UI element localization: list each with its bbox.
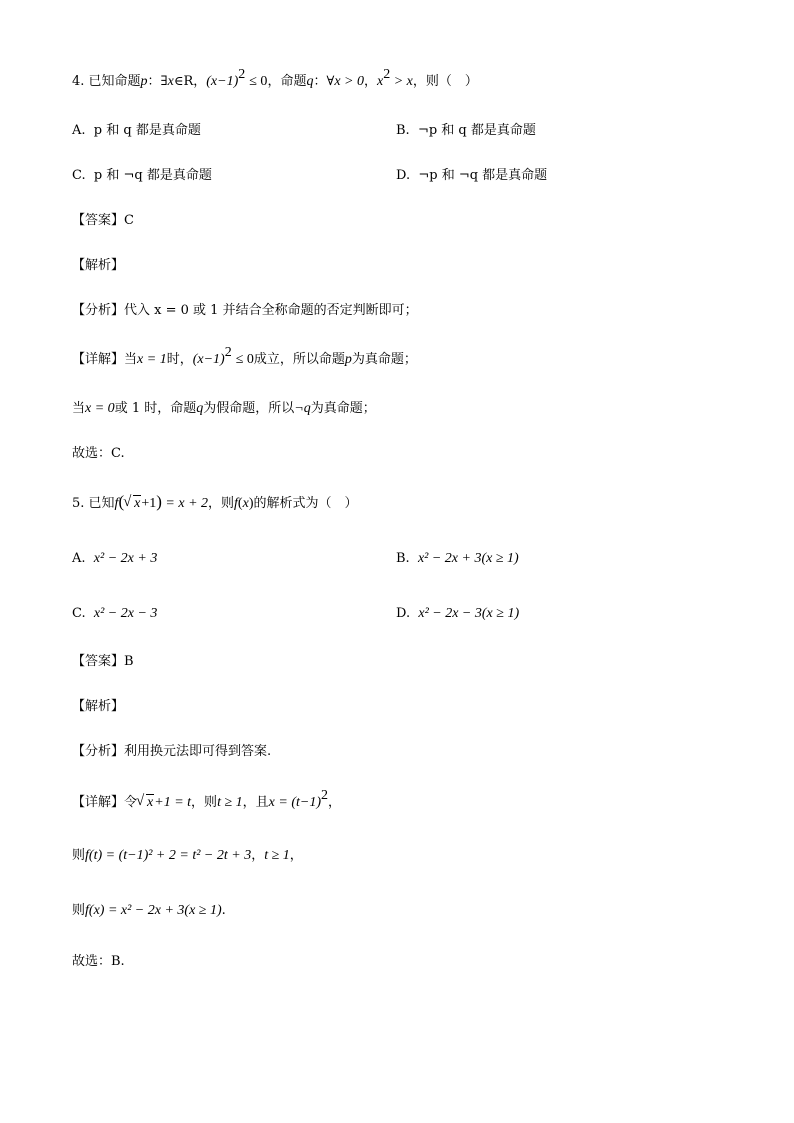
q5-fenxi: 【分析】利用换元法即可得到答案. [72,744,272,759]
q5-choose: 故选：B. [72,954,125,969]
q5-option-a: A. x² − 2x + 3 [72,551,158,566]
q4-detail-1: 【详解】当x = 1时，$(x-1)^2 \le 0$成立，所以命题p为真命题； [72,345,417,367]
q4-prefix: 4. 已知命题 [72,74,141,89]
q4-fenxi: 【分析】代入 x = 0 或 1 并结合全称命题的否定判断即可； [72,303,418,318]
q4-stem: 4. 已知命题p：∃x∈R，$(x-1)^2 \le 0$，命题q：∀x > 0，$x^2 > x$，则（ ） [72,67,478,89]
q5-option-c: C. x² − 2x − 3 [72,606,158,621]
q5-answer: 【答案】B [72,654,134,669]
q5-stem: 5. 已知f(√ x+1) = x + 2，则f(x)的解析式为（ ） [72,492,358,514]
q5-detail-2: 则f(t) = (t−1)² + 2 = t² − 2t + 3，t ≥ 1， [72,848,303,863]
q4-choose: 故选：C. [72,446,125,461]
q4-detail-2: 当x = 0或 1 时，命题q为假命题，所以¬q为真命题； [72,401,376,416]
q5-option-d: D. x² − 2x − 3(x ≥ 1) [396,606,520,621]
q4-option-d: D. ¬p 和 ¬q 都是真命题 [396,168,548,183]
q4-option-a: A. p 和 q 都是真命题 [72,123,201,138]
q4-analysis-heading: 【解析】 [72,258,125,273]
q5-option-b: B. x² − 2x + 3(x ≥ 1) [396,551,519,566]
q5-analysis-heading: 【解析】 [72,699,125,714]
q5-detail-3: 则f(x) = x² − 2x + 3(x ≥ 1). [72,903,226,918]
q4-option-c: C. p 和 ¬q 都是真命题 [72,168,212,183]
q4-option-b: B. ¬p 和 q 都是真命题 [396,123,536,138]
q5-detail-1: 【详解】令√ x+1 = t，则t ≥ 1，且$x = (t-1)^2$， [72,793,341,813]
q4-answer: 【答案】C [72,213,134,228]
